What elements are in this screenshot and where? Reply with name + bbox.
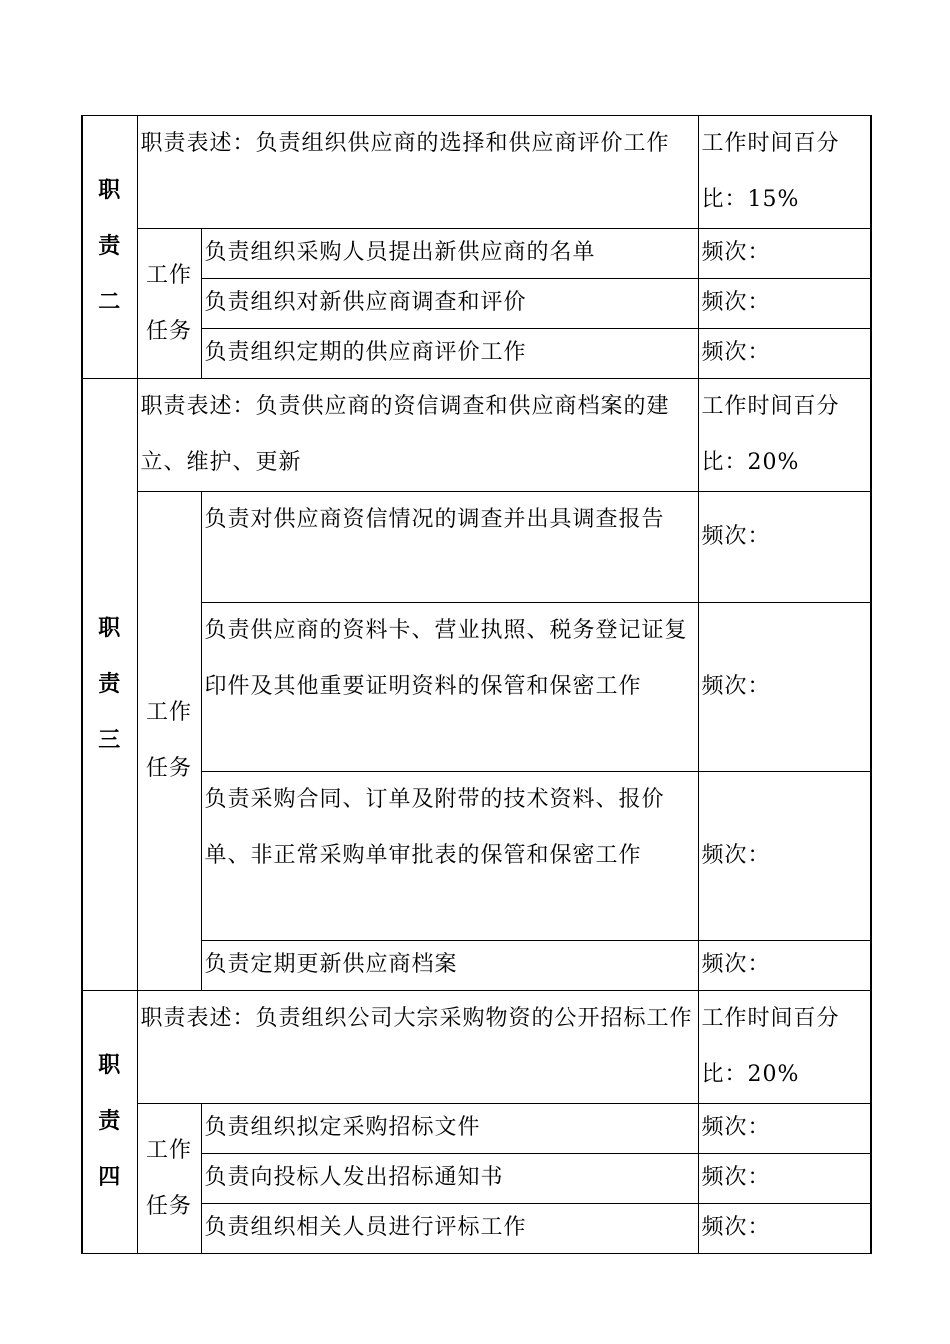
section-2-task-1-frequency: 频次： (698, 229, 871, 279)
section-4-task-3: 负责组织相关人员进行评标工作 (201, 1204, 698, 1254)
section-4-task-3-frequency: 频次： (698, 1204, 871, 1254)
section-4-time-percent: 工作时间百分比：20% (698, 991, 871, 1104)
section-3-task-row (82, 492, 871, 603)
section-3-task-1-frequency: 频次： (698, 492, 871, 603)
section-4-task-1: 负责组织拟定采购招标文件 (201, 1104, 698, 1154)
section-2-task-2: 负责组织对新供应商调查和评价 (201, 279, 698, 329)
section-2-task-3: 负责组织定期的供应商评价工作 (201, 329, 698, 379)
duty-table (81, 115, 872, 1254)
section-2-task-2-frequency: 频次： (698, 279, 871, 329)
section-4-heading: 职 责 四 (82, 991, 137, 1254)
section-3-description-row (82, 379, 871, 492)
section-3-task-3: 负责采购合同、订单及附带的技术资料、报价单、非正常采购单审批表的保管和保密工作 (201, 772, 698, 941)
section-3-task-1: 负责对供应商资信情况的调查并出具调查报告 (201, 492, 698, 603)
section-3-description: 职责表述：负责供应商的资信调查和供应商档案的建立、维护、更新 (137, 379, 698, 492)
section-2-heading: 职 责 二 (82, 116, 137, 379)
section-2-task-row (82, 329, 871, 379)
section-4-task-label: 工作 任务 (137, 1104, 201, 1254)
section-2-description-row (82, 116, 871, 229)
section-4-description-row (82, 991, 871, 1104)
section-2-task-1: 负责组织采购人员提出新供应商的名单 (201, 229, 698, 279)
section-3-task-row (82, 603, 871, 772)
section-3-task-3-frequency: 频次： (698, 772, 871, 941)
section-4-task-row (82, 1204, 871, 1254)
section-4-task-2-frequency: 频次： (698, 1154, 871, 1204)
section-3-time-percent: 工作时间百分比：20% (698, 379, 871, 492)
section-3-task-row (82, 772, 871, 941)
section-4-description: 职责表述：负责组织公司大宗采购物资的公开招标工作 (137, 991, 698, 1104)
section-3-task-row (82, 941, 871, 991)
section-2-task-row (82, 279, 871, 329)
section-3-task-2-frequency: 频次： (698, 603, 871, 772)
section-2-task-3-frequency: 频次： (698, 329, 871, 379)
section-3-task-4-frequency: 频次： (698, 941, 871, 991)
section-4-task-2: 负责向投标人发出招标通知书 (201, 1154, 698, 1204)
section-2-time-percent: 工作时间百分比：15% (698, 116, 871, 229)
section-2-task-label: 工作 任务 (137, 229, 201, 379)
section-3-heading: 职 责 三 (82, 379, 137, 991)
section-3-task-2: 负责供应商的资料卡、营业执照、税务登记证复印件及其他重要证明资料的保管和保密工作 (201, 603, 698, 772)
section-4-task-row (82, 1154, 871, 1204)
section-4-task-1-frequency: 频次： (698, 1104, 871, 1154)
section-2-task-row (82, 229, 871, 279)
section-3-task-label: 工作 任务 (137, 492, 201, 991)
section-4-task-row (82, 1104, 871, 1154)
section-3-task-4: 负责定期更新供应商档案 (201, 941, 698, 991)
section-2-description: 职责表述：负责组织供应商的选择和供应商评价工作 (137, 116, 698, 229)
